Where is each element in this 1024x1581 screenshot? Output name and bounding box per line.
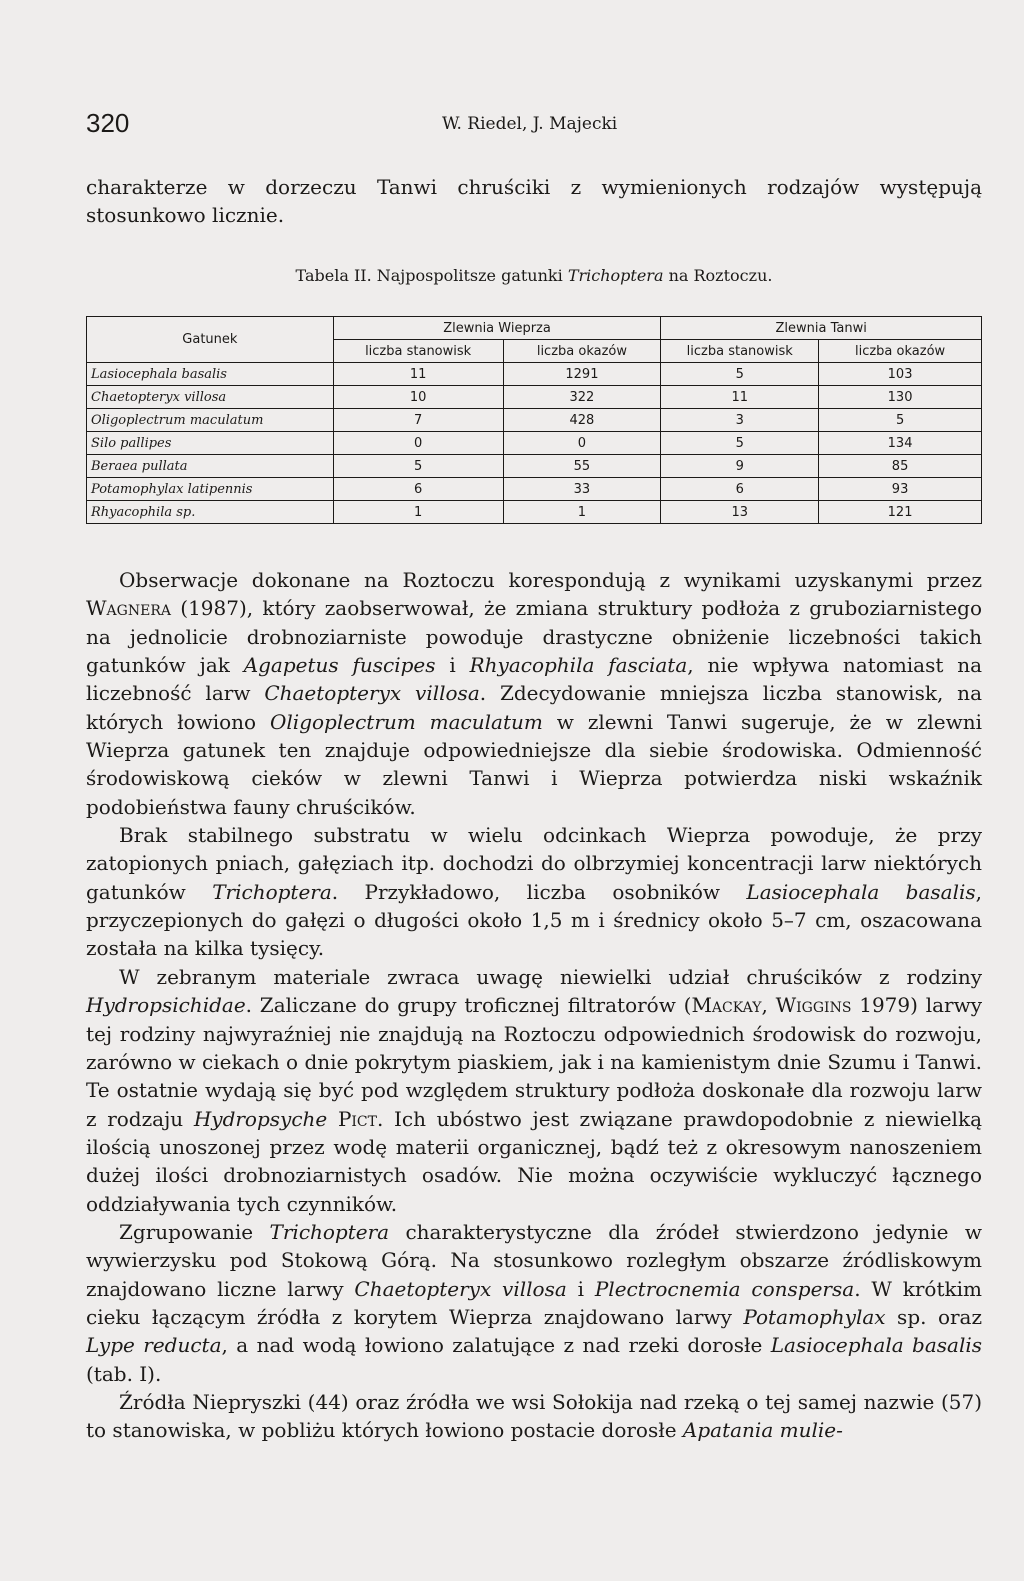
table-row: [87, 432, 982, 455]
table-row: [87, 501, 982, 524]
cell-wieprz-sites: 11: [333, 363, 503, 386]
cell-tanew-specimens: 5: [819, 409, 982, 432]
table-row: [87, 409, 982, 432]
cell-wieprz-specimens: 55: [503, 455, 661, 478]
cell-tanew-specimens: 134: [819, 432, 982, 455]
paragraph: Obserwacje dokonane na Roztoczu korespondują z wynikami uzyskanymi przez Wagnera (1987), który zaobserwował, że zmiana struktury podłoża z gruboziarnistego na jednolicie drobnoziarniste powoduje drastyczne obniżenie liczebności takich gatunków jak Agapetus fuscipes i Rhyacophila fasciata, nie wpływa natomiast na liczebność larw Chaetopteryx villosa. Zdecydowanie mniejsza liczba stanowisk, na których łowiono Oligoplectrum maculatum w zlewni Tanwi sugeruje, że w zlewni Wieprza gatunek ten znajduje odpowiedniejsze dla siebie środowiska. Odmienność środowiskową cieków w zlewni Tanwi i Wieprza potwierdza niski wskaźnik podobieństwa fauny chruścików.: [86, 568, 983, 819]
running-head-authors: W. Riedel, J. Majecki: [442, 114, 618, 134]
body-text: [86, 566, 982, 1445]
cell-wieprz-sites: 7: [333, 409, 503, 432]
paragraph: Źródła Niepryszki (44) oraz źródła we wsi Sołokija nad rzeką o tej samej nazwie (57) to stanowiska, w pobliżu których łowiono postacie dorosłe Apatania mulie-: [86, 1389, 982, 1443]
header-specimens: liczba okazów: [819, 340, 982, 363]
cell-tanew-sites: 5: [661, 363, 819, 386]
cell-species: Chaetopteryx villosa: [87, 386, 334, 409]
page-number: 320: [86, 108, 130, 138]
cell-species: Potamophylax latipennis: [87, 478, 334, 501]
cell-species: Silo pallipes: [87, 432, 334, 455]
header-species: Gatunek: [87, 317, 334, 363]
cell-tanew-sites: 13: [661, 501, 819, 524]
cell-tanew-sites: 9: [661, 455, 819, 478]
table-row: [87, 386, 982, 409]
paragraph: W zebranym materiale zwraca uwagę niewielki udział chruścików z rodziny Hydropsichidae. Zaliczane do grupy troficznej filtratorów (Mackay, Wiggins 1979) larwy tej rodziny najwyraźniej nie znajdują na Roztoczu odpowiednich środowisk do rozwoju, zarówno w ciekach o dnie pokrytym piaskiem, jak i na kamienistym dnie Szumu i Tanwi. Te ostatnie wydają się być pod względem struktury podłoża doskonałe dla rozwoju larw z rodzaju Hydropsyche Pict. Ich ubóstwo jest związane prawdopodobnie z niewielką ilością unoszonej przez wodę materii organicznej, bądź też z okresowym nanoszeniem dużej ilości drobnoziarnistych osadów. Nie można oczywiście wykluczyć łącznego oddziaływania tych czynników.: [86, 964, 983, 1216]
intro-paragraph: charakterze w dorzeczu Tanwi chruściki z wymienionych rodzajów występują stosunkowo licznie.: [86, 175, 982, 228]
cell-wieprz-sites: 5: [333, 455, 503, 478]
header-sites: liczba stanowisk: [661, 340, 819, 363]
cell-species: Oligoplectrum maculatum: [87, 409, 334, 432]
paragraph: Brak stabilnego substratu w wielu odcinkach Wieprza powoduje, że przy zatopionych pniach, gałęziach itp. dochodzi do olbrzymiej koncentracji larw niektórych gatunków Trichoptera. Przykładowo, liczba osobników Lasiocephala basalis, przyczepionych do gałęzi o długości około 1,5 m i średnicy około 5–7 cm, oszacowana została na kilka tysięcy.: [86, 823, 982, 961]
cell-wieprz-specimens: 1291: [503, 363, 661, 386]
cell-wieprz-specimens: 0: [503, 432, 661, 455]
cell-tanew-specimens: 130: [819, 386, 982, 409]
cell-tanew-specimens: 85: [819, 455, 982, 478]
table-row: [87, 478, 982, 501]
cell-species: Lasiocephala basalis: [87, 363, 334, 386]
header-wieprz: Zlewnia Wieprza: [333, 317, 661, 340]
cell-wieprz-specimens: 428: [503, 409, 661, 432]
cell-tanew-sites: 3: [661, 409, 819, 432]
cell-tanew-sites: 6: [661, 478, 819, 501]
header-specimens: liczba okazów: [503, 340, 661, 363]
cell-species: Rhyacophila sp.: [87, 501, 334, 524]
table-row: [87, 455, 982, 478]
cell-tanew-sites: 11: [661, 386, 819, 409]
table-caption: Tabela II. Najpospolitsze gatunki Trichoptera na Roztoczu.: [295, 266, 773, 285]
paragraph: Zgrupowanie Trichoptera charakterystyczne dla źródeł stwierdzono jedynie w wywierzysku pod Stokową Górą. Na stosunkowo rozległym obszarze źródliskowym znajdowano liczne larwy Chaetopteryx villosa i Plectrocnemia conspersa. W krótkim cieku łączącym źródła z korytem Wieprza znajdowano larwy Potamophylax sp. oraz Lype reducta, a nad wodą łowiono zalatujące z nad rzeki dorosłe Lasiocephala basalis (tab. I).: [86, 1219, 983, 1386]
cell-tanew-sites: 5: [661, 432, 819, 455]
cell-wieprz-sites: 0: [333, 432, 503, 455]
table-row: [87, 363, 982, 386]
cell-tanew-specimens: 121: [819, 501, 982, 524]
cell-wieprz-sites: 10: [333, 386, 503, 409]
cell-tanew-specimens: 103: [819, 363, 982, 386]
header-sites: liczba stanowisk: [333, 340, 503, 363]
cell-wieprz-sites: 6: [333, 478, 503, 501]
cell-wieprz-specimens: 33: [503, 478, 661, 501]
table-body: [87, 363, 982, 524]
cell-species: Beraea pullata: [87, 455, 334, 478]
page-header: [86, 108, 982, 142]
cell-wieprz-specimens: 322: [503, 386, 661, 409]
header-tanew: Zlewnia Tanwi: [661, 317, 982, 340]
cell-tanew-specimens: 93: [819, 478, 982, 501]
species-table: [86, 316, 982, 524]
cell-wieprz-specimens: 1: [503, 501, 661, 524]
cell-wieprz-sites: 1: [333, 501, 503, 524]
